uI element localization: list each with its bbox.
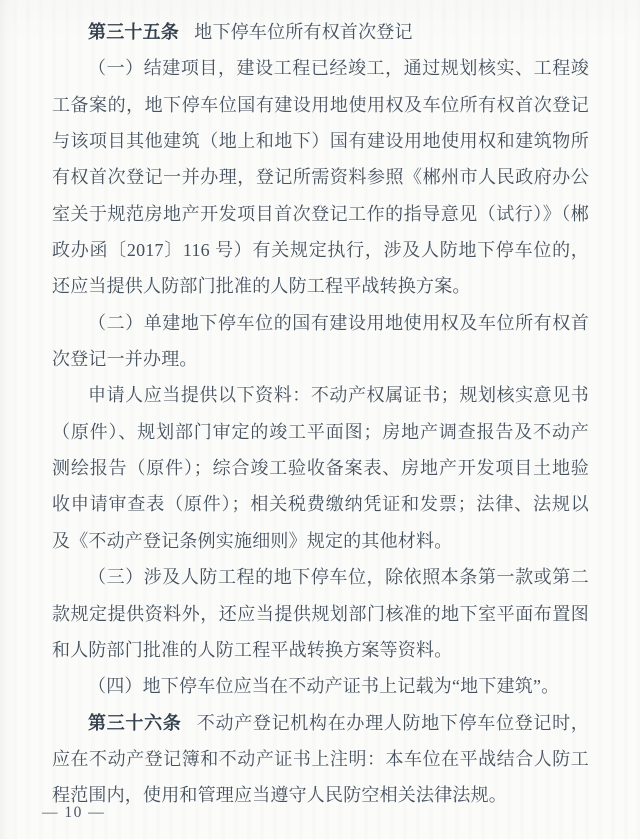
text-line: 款规定提供资料外，还应当提供规划部门核准的地下室平面布置图 <box>52 603 589 624</box>
text-line: 有权首次登记一并办理，登记所需资料参照《郴州市人民政府办公 <box>52 167 589 188</box>
text-line: 还应当提供人防部门批准的人防工程平战转换方案。 <box>52 276 471 297</box>
article-36-number: 第三十六条 <box>88 712 182 733</box>
page-number: — 10 — <box>42 804 106 821</box>
text-line: （原件）、规划部门审定的竣工平面图；房地产调查报告及不动产 <box>52 421 589 442</box>
text-line: （三）涉及人防工程的地下停车位，除依照本条第一款或第二 <box>88 567 589 588</box>
article-36-text: 不动产登记机构在办理人防地下停车位登记时， <box>196 712 589 733</box>
text-line: 收申请审查表（原件）；相关税费缴纳凭证和发票；法律、法规以 <box>52 494 589 515</box>
text-line: 与该项目其他建筑（地上和地下）国有建设用地使用权和建筑物所 <box>52 131 589 152</box>
text-line: 室关于规范房地产开发项目首次登记工作的指导意见（试行）》（郴 <box>52 203 589 224</box>
text-line: （四）地下停车位应当在不动产证书上记载为“地下建筑”。 <box>88 676 560 697</box>
text-line: 程范围内，使用和管理应当遵守人民防空相关法律法规。 <box>52 785 507 806</box>
text-line: 次登记一并办理。 <box>52 349 198 370</box>
article-35-title: 地下停车位所有权首次登记 <box>194 22 413 42</box>
text-line: 及《不动产登记条例实施细则》规定的其他材料。 <box>52 530 453 551</box>
text-line: 应在不动产登记簿和不动产证书上注明：本车位在平战结合人防工 <box>52 748 589 769</box>
text-line: （一）结建项目，建设工程已经竣工，通过规划核实、工程竣 <box>88 58 589 79</box>
text-line: 工备案的，地下停车位国有建设用地使用权及车位所有权首次登记 <box>52 94 589 115</box>
article-36-heading <box>52 705 589 741</box>
text-line: 和人防部门批准的人防工程平战转换方案等资料。 <box>52 639 453 660</box>
article-35-heading <box>52 14 589 50</box>
document-body <box>52 14 589 814</box>
text-line: 申请人应当提供以下资料：不动产权属证书；规划核实意见书 <box>88 385 589 406</box>
text-line: 政办函〔2017〕116 号）有关规定执行，涉及人防地下停车位的， <box>52 240 589 261</box>
text-line: 测绘报告（原件）；综合竣工验收备案表、房地产开发项目土地验 <box>52 458 589 479</box>
text-line: （二）单建地下停车位的国有建设用地使用权及车位所有权首 <box>88 312 589 333</box>
article-35-number: 第三十五条 <box>88 22 179 42</box>
